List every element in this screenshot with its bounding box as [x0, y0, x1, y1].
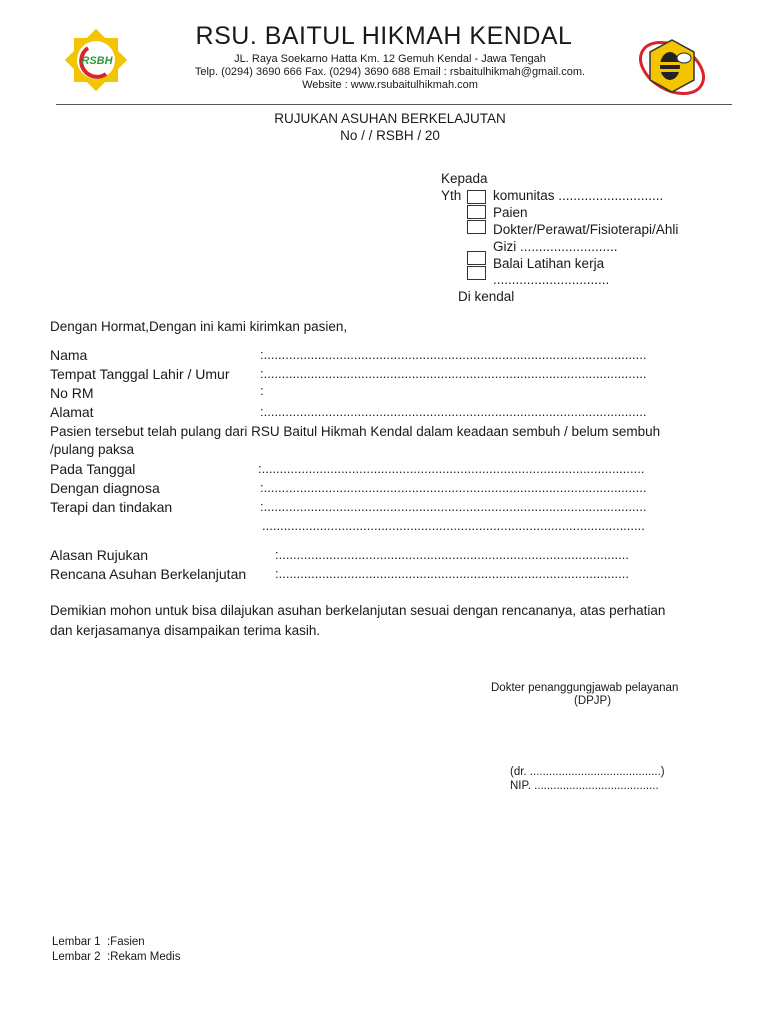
hospital-name: RSU. BAITUL HIKMAH KENDAL	[195, 22, 573, 50]
signature-abbr: (DPJP)	[574, 695, 612, 707]
field-label-terapi: Terapi dan tindakan	[50, 499, 173, 515]
field-value-norm[interactable]: :	[260, 383, 264, 398]
field-label-alasan: Alasan Rujukan	[50, 547, 149, 563]
header-divider	[56, 104, 732, 105]
hospital-website: Website : www.rsubaitulhikmah.com	[302, 79, 478, 91]
option-dokter: Dokter/Perawat/Fisioterapi/Ahli	[493, 222, 679, 237]
hospital-address: JL. Raya Soekarno Hatta Km. 12 Gemuh Kendal - Jawa Tengah	[234, 53, 546, 65]
field-label-tanggal: Pada Tanggal	[50, 461, 136, 477]
greeting: Dengan Hormat,Dengan ini kami kirimkan pasien,	[50, 319, 348, 334]
hospital-contact: Telp. (0294) 3690 666 Fax. (0294) 3690 688 Email : rsbaitulhikmah@gmail.com.	[194, 66, 586, 78]
field-value-alasan[interactable]: :.................................................................................................	[275, 547, 629, 562]
logo-text: RSBH	[81, 55, 113, 67]
signature-nip: NIP. .......................................	[510, 780, 659, 792]
discharge-status: Pasien tersebut telah pulang dari RSU Baitul Hikmah Kendal dalam keadaan sembuh / belum sembuh	[50, 424, 661, 439]
field-value-rencana[interactable]: :.................................................................................................	[275, 566, 629, 581]
closing-line-1: Demikian mohon untuk bisa dilajukan asuhan berkelanjutan sesuai dengan rencananya, atas perhatian	[50, 603, 666, 618]
document-number: No / / RSBH / 20	[340, 128, 440, 143]
field-label-diagnosa: Dengan diagnosa	[50, 480, 160, 496]
document-title: RUJUKAN ASUHAN BERKELAJUTAN	[274, 111, 506, 126]
field-value-terapi[interactable]: :..........................................................................................................	[260, 499, 647, 514]
field-value-terapi-cont[interactable]: ..........................................................................................................	[262, 518, 645, 533]
sheet-1: Lembar 1 :Fasien	[52, 936, 145, 948]
field-label-rencana: Rencana Asuhan Berkelanjutan	[50, 566, 247, 582]
checkbox-komunitas[interactable]	[467, 190, 486, 204]
sheet-2: Lembar 2 :Rekam Medis	[52, 951, 181, 963]
option-lainnya: ...............................	[493, 272, 610, 287]
field-value-alamat[interactable]: :..........................................................................................................	[260, 404, 647, 419]
signature-role: Dokter penanggungjawab pelayanan	[491, 682, 679, 694]
option-balai: Balai Latihan kerja	[493, 256, 605, 271]
discharge-status-cont: /pulang paksa	[50, 442, 135, 457]
checkbox-dokter[interactable]	[467, 220, 486, 234]
field-value-tanggal[interactable]: :..........................................................................................................	[258, 461, 645, 476]
field-value-nama[interactable]: :..........................................................................................................	[260, 347, 647, 362]
field-value-ttl[interactable]: :..........................................................................................................	[260, 366, 647, 381]
checkbox-lainnya[interactable]	[467, 266, 486, 280]
kepada-label: Kepada	[441, 171, 488, 186]
checkbox-pasien[interactable]	[467, 205, 486, 219]
closing-line-2: dan kerjasamanya disampaikan terima kasih.	[50, 623, 321, 638]
field-value-diagnosa[interactable]: :..........................................................................................................	[260, 480, 647, 495]
field-label-norm: No RM	[50, 385, 94, 401]
field-label-ttl: Tempat Tanggal Lahir / Umur	[50, 366, 230, 382]
checkbox-balai[interactable]	[467, 251, 486, 265]
recipient-city: Di kendal	[458, 289, 515, 304]
signature-name: (dr. .........................................)	[510, 766, 665, 778]
field-label-alamat: Alamat	[50, 404, 94, 420]
option-komunitas: komunitas ............................	[493, 188, 664, 203]
field-label-nama: Nama	[50, 347, 88, 363]
option-gizi: Gizi ..........................	[493, 239, 618, 254]
option-pasien: Paien	[493, 205, 528, 220]
yth-label: Yth	[441, 188, 462, 203]
